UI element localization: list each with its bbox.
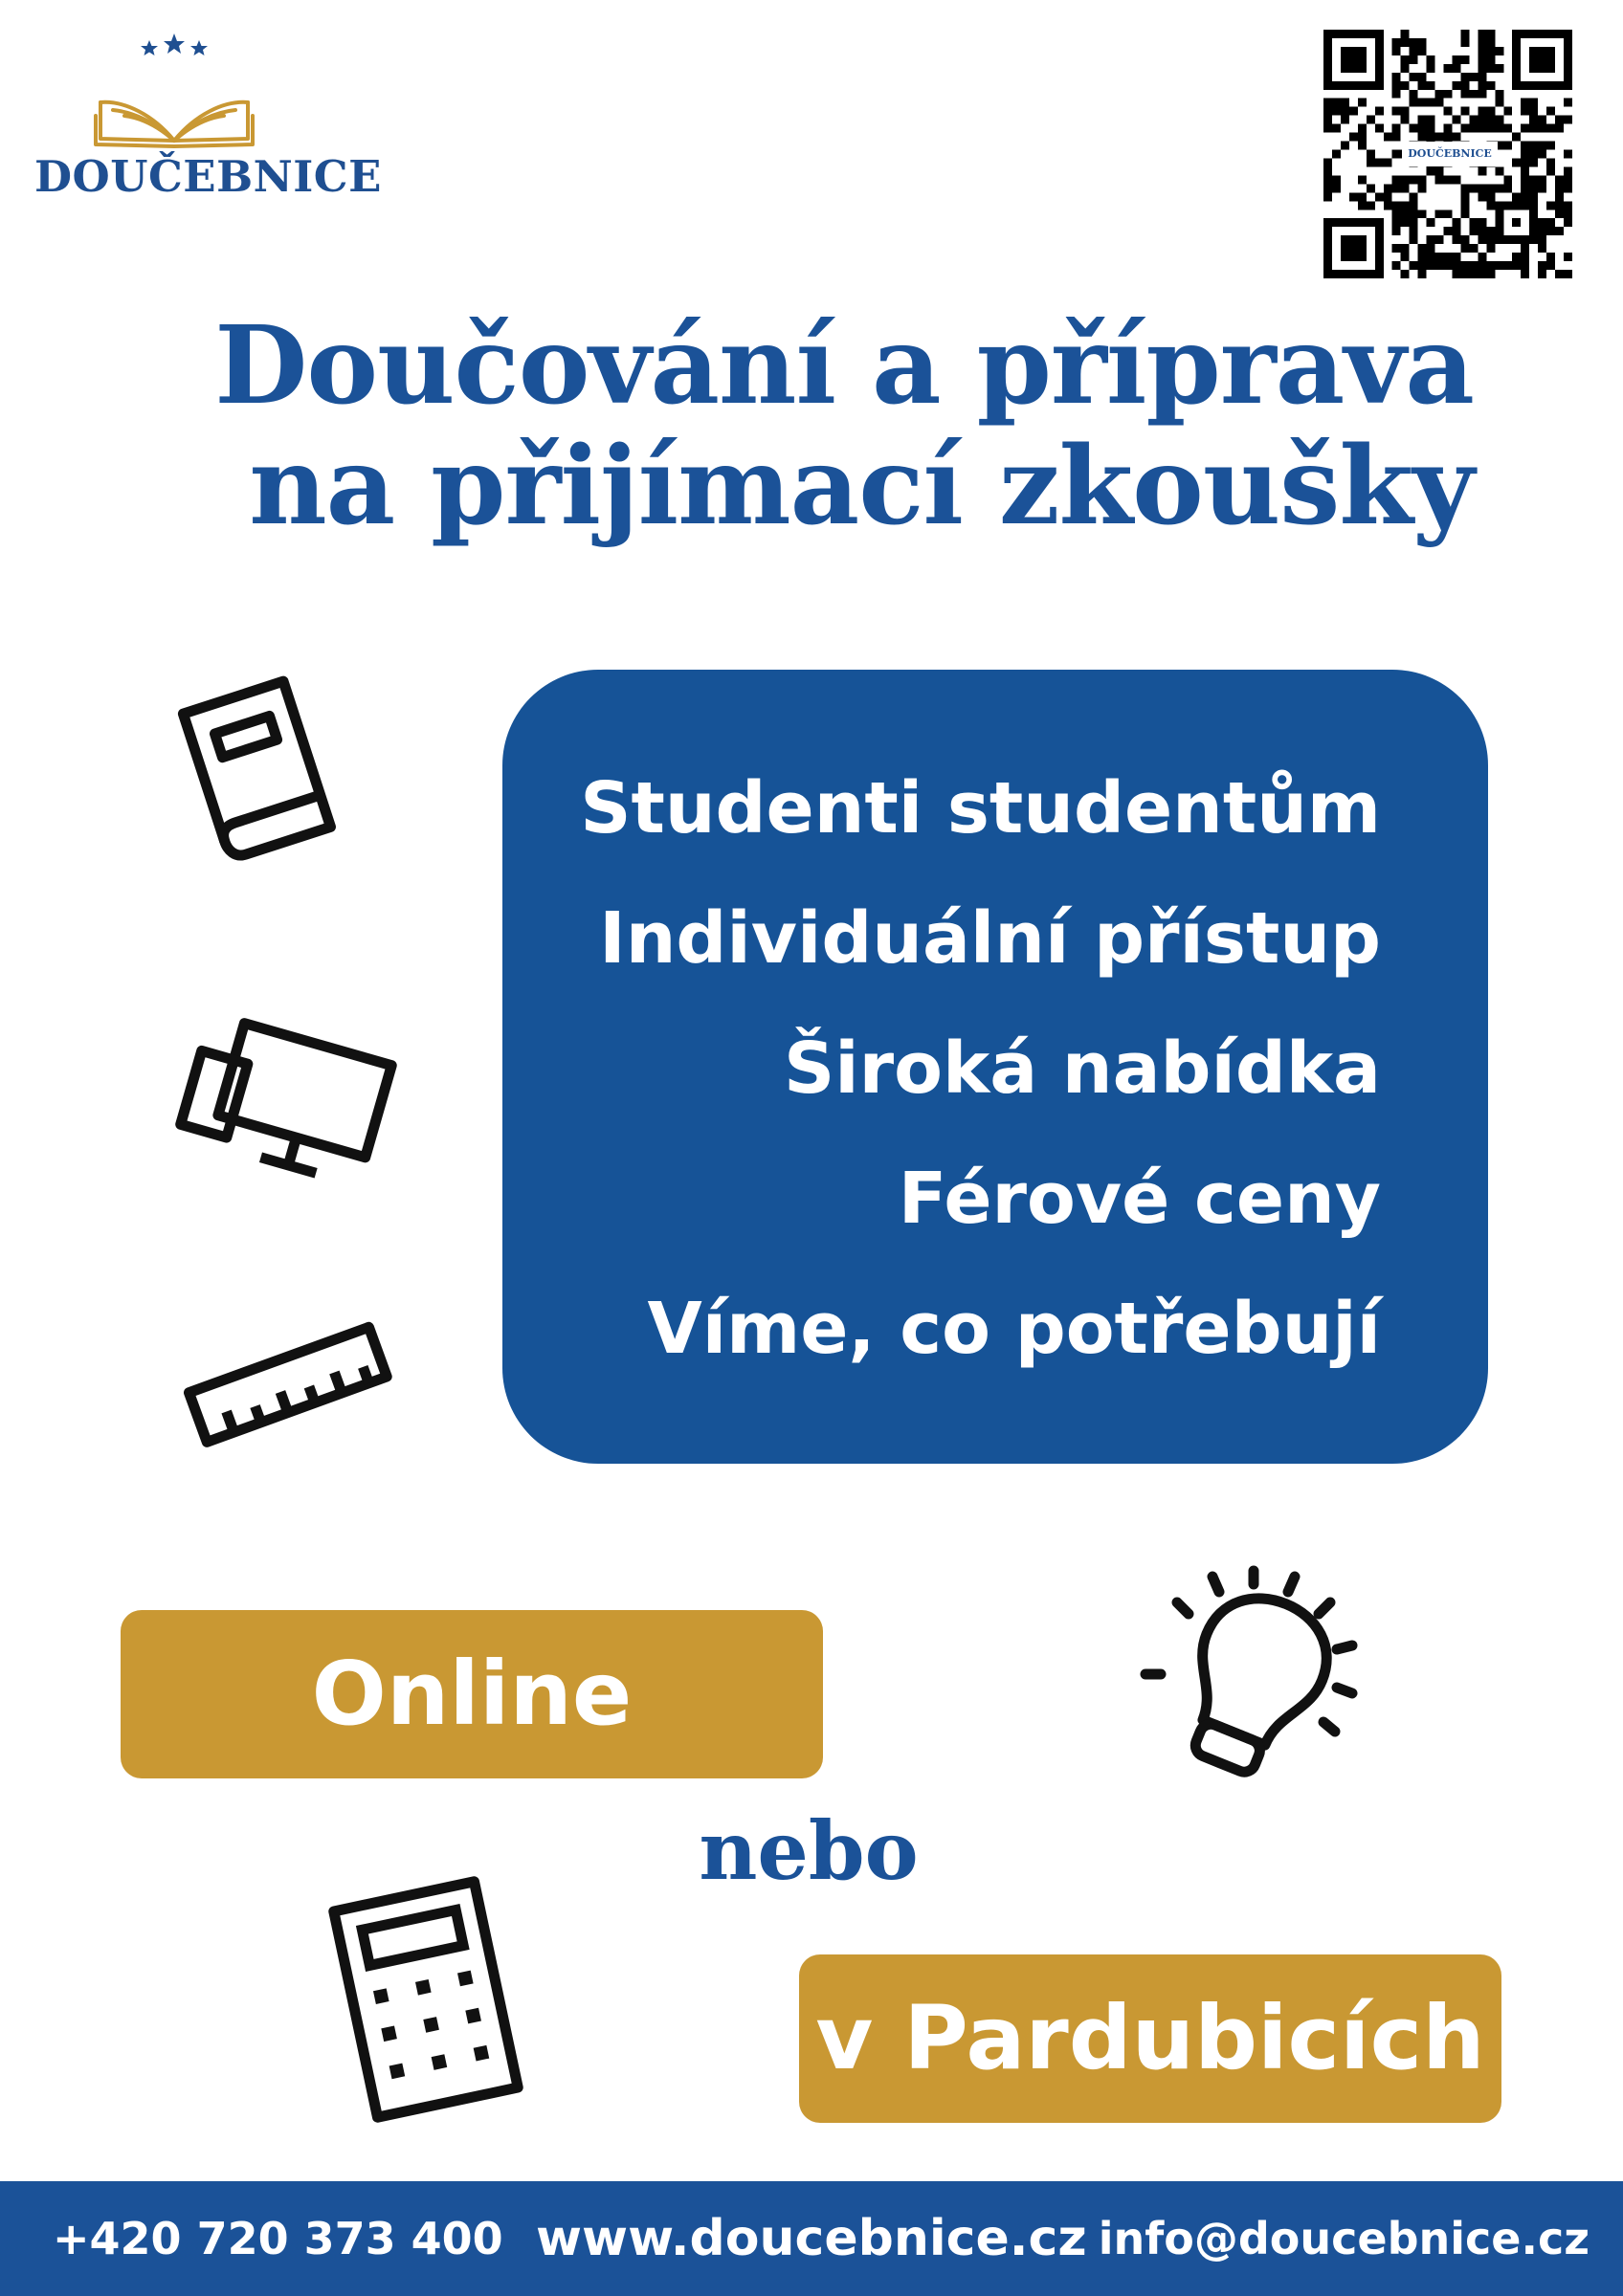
calculator-icon: [316, 1875, 536, 2124]
features-list: [580, 761, 1381, 1411]
email-link[interactable]: info@doucebnice.cz: [1098, 2213, 1590, 2264]
in-person-badge: v Pardubicích: [799, 1954, 1501, 2123]
qr-code[interactable]: [1323, 29, 1572, 279]
phone-link[interactable]: +420 720 373 400: [53, 2213, 503, 2264]
feature-item: Víme, co potřebují: [647, 1288, 1381, 1370]
feature-item: Studenti studentům: [580, 767, 1381, 850]
qr-center-label: DOUČEBNICE: [1402, 142, 1498, 166]
connector-text: nebo: [699, 1803, 919, 1898]
feature-item: Široká nabídka: [784, 1027, 1381, 1110]
feature-item: Férové ceny: [898, 1158, 1381, 1240]
title-line-1: Doučování a příprava: [214, 303, 1474, 429]
features-panel: [502, 670, 1488, 1464]
computer-icon: [172, 1004, 402, 1196]
open-book-logo-icon: [29, 24, 373, 158]
feature-item: Individuální přístup: [599, 897, 1381, 980]
book-icon: [153, 670, 364, 880]
title-line-2: na přijímací zkoušky: [249, 424, 1474, 549]
brand-name: DOUČEBNICE: [34, 151, 382, 202]
lightbulb-icon: [1134, 1559, 1373, 1808]
contact-footer: [0, 2181, 1623, 2296]
brand-logo: [29, 24, 382, 206]
page-title: [96, 303, 1474, 549]
online-badge: Online: [121, 1610, 823, 1778]
ruler-icon: [177, 1301, 397, 1464]
website-link[interactable]: www.doucebnice.cz: [536, 2210, 1087, 2267]
